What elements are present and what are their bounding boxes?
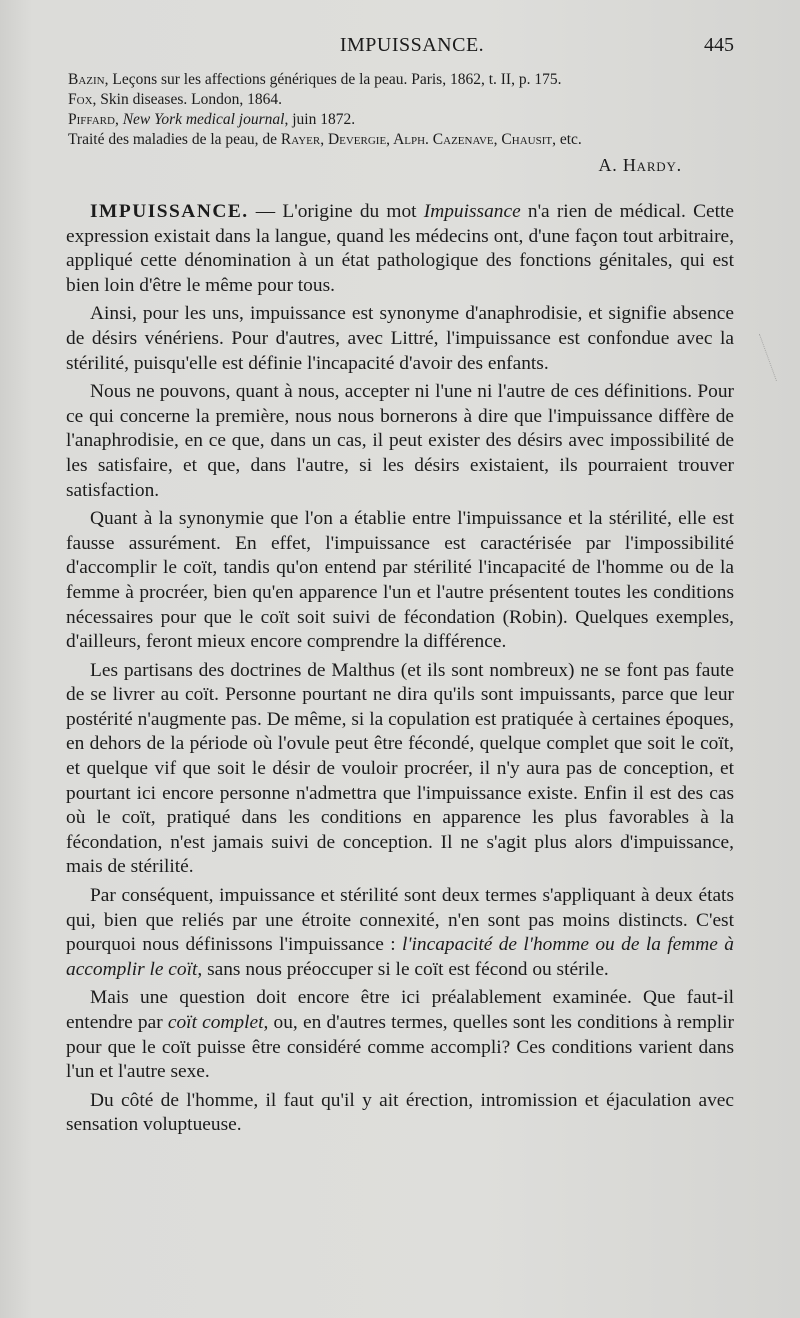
paragraph-text: — L'origine du mot — [248, 201, 424, 222]
italic-text: l'incapacité de l'homme ou de la femme à accomplir le coït — [66, 934, 734, 980]
running-head — [90, 34, 734, 62]
paragraph-text: Quant à la synonymie que l'on a établie entre l'impuissance et la stérilité, elle est fausse assurément. En effet, l'impuissance est caractérisée par l'impossibilité d'accomplir le coït, tandis qu'on entend par stérilité l'incapacité de l'homme ou de la femme à procréer, bien qu'en apparence l'un et l'autre présentent toutes les conditions nécessaires pour que le coït soit suivi de fécondation (Robin). Quelques exemples, d'ailleurs, feront mieux encore comprendre la différence. — [66, 508, 734, 653]
reference-item — [68, 110, 748, 130]
paragraph — [66, 200, 734, 298]
reference-journal: New York medical journal — [122, 111, 285, 128]
reference-text: , juin 1872. — [284, 111, 356, 128]
paragraph-text: Mais une question doit encore être ici préalablement examinée. Que faut-il entendre par — [66, 987, 734, 1033]
reference-text: , etc. — [552, 131, 582, 148]
reference-text: , — [114, 111, 123, 128]
reference-item — [68, 90, 748, 110]
paragraph — [66, 986, 734, 1084]
italic-text: Impuissance — [423, 201, 521, 222]
bibliography — [68, 70, 748, 150]
reference-item — [68, 70, 748, 90]
paragraph-text: n'a rien de médical. Cette expression existait dans la langue, quand les médecins ont, d'une façon tout arbitraire, appliqué cette dénomination à un état pathologique des fonctions génitales, qui est bien loin d'être le même pour tous. — [66, 201, 734, 296]
reference-text: Traité des maladies de la peau, de — [68, 131, 281, 148]
italic-text: coït complet — [167, 1012, 264, 1033]
paragraph-text: Par conséquent, impuissance et stérilité sont deux termes s'appliquant à deux états qui, bien que reliés par une étroite connexité, n'en sont pas moins distincts. C'est pourquoi nous définissons l'impuissance : — [66, 885, 734, 956]
reference-text: , Leçons sur les affections génériques de la peau. Paris, 1862, t. II, p. 175. — [104, 71, 562, 88]
paragraph-text: Du côté de l'homme, il faut qu'il y ait érection, intromission et éjaculation avec sensation voluptueuse. — [66, 1089, 734, 1136]
margin-mark — [759, 329, 790, 381]
paragraph-text: Ainsi, pour les uns, impuissance est synonyme d'anaphrodisie, et signifie absence de désirs vénériens. Pour d'autres, avec Littré, l'impuissance est confondue avec la stérilité, puisqu'elle est définie l'incapacité d'avoir des enfants. — [66, 303, 734, 374]
reference-author: Piffard — [68, 111, 115, 128]
paragraph-text: , sans nous préoccuper si le coït est fécond ou stérile. — [197, 958, 609, 980]
reference-text: , Skin diseases. London, 1864. — [92, 91, 282, 108]
reference-author: Bazin — [68, 71, 105, 88]
paragraph — [66, 884, 734, 982]
paragraph-text: , ou, en d'autres termes, quelles sont les conditions à remplir pour que le coït puisse être considéré comme accompli? Ces conditions varient dans l'un et l'autre sexe. — [66, 1012, 734, 1083]
paragraph-text: Les partisans des doctrines de Malthus (et ils sont nombreux) ne se font pas faute de se livrer au coït. Personne pourtant ne dira qu'ils sont impuissants, parce que leur postérité n'augmente pas. De même, si la copulation est pratiquée à certaines époques, en dehors de la période où l'ovule peut être fécondé, quelque complet que soit le coït, et quelque vif que soit le désir de vouloir procréer, il n'y aura pas de conception, et pourtant ici encore personne n'admettra que l'impuissance existe. Enfin il est des cas où le coït, pratiqué dans les conditions en apparence les plus favorables à la fécondation, n'est jamais suivi de conception. Il ne s'agit plus alors d'impuissance, mais de stérilité. — [66, 659, 734, 878]
article-body — [66, 200, 734, 1142]
paragraph — [66, 1089, 734, 1138]
paragraph-text: Nous ne pouvons, quant à nous, accepter ni l'une ni l'autre de ces définitions. Pour ce qui concerne la première, nous nous bornerons à dire que l'impuissance diffère de l'anaphrodisie, en ce que, dans un cas, il peut exister des désirs avec impossibilité de les satisfaire, et que, dans l'autre, si les désirs existaient, ils pourraient trouver satisfaction. — [66, 381, 734, 501]
author-signature: A. Hardy. — [598, 155, 682, 175]
paragraph — [66, 507, 734, 655]
reference-item — [68, 130, 748, 150]
reference-author: Fox — [68, 91, 93, 108]
paragraph — [66, 302, 734, 376]
paragraph — [66, 380, 734, 503]
reference-authors: Rayer, Devergie, Alph. Cazenave, Chausit — [280, 131, 553, 148]
article-headword: IMPUISSANCE. — [90, 201, 249, 222]
running-title: IMPUISSANCE. — [339, 34, 485, 56]
page-number: 445 — [704, 34, 734, 56]
paragraph — [66, 659, 734, 880]
